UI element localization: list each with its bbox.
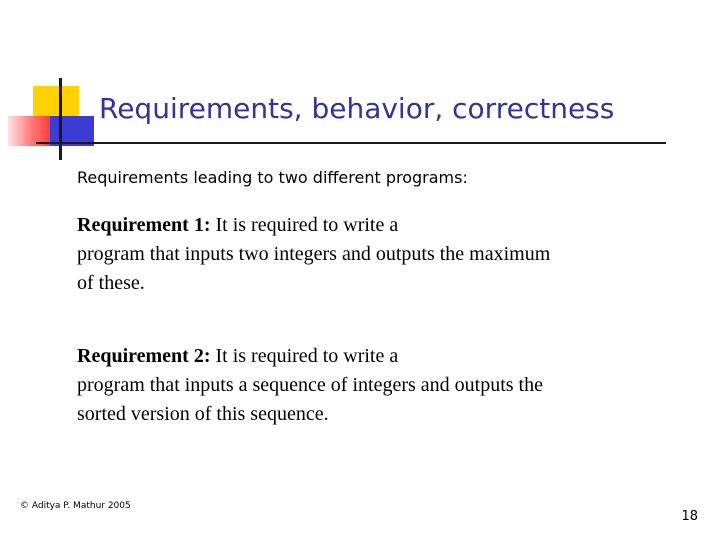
page-number: 18 [681, 509, 698, 524]
requirement-1-text-line-1: It is required to write a [210, 214, 399, 236]
requirement-2-first-line [77, 342, 677, 371]
copyright-footer: © Aditya P. Mathur 2005 [20, 501, 131, 511]
title-logo-decoration [0, 0, 100, 170]
requirement-1-text-line-3: of these. [77, 272, 145, 294]
requirement-1-block [77, 211, 677, 298]
requirement-2-text-line-2: program that inputs a sequence of integers and outputs the [77, 374, 543, 396]
slide-title: Requirements, behavior, correctness [99, 92, 615, 125]
slide-subtitle: Requirements leading to two different programs: [77, 168, 468, 187]
requirement-2-block [77, 342, 677, 429]
requirement-1-label: Requirement 1: [77, 214, 211, 236]
requirement-1-first-line [77, 211, 677, 240]
requirement-1-text-line-2: program that inputs two integers and outputs the maximum [77, 243, 551, 265]
title-underline-divider [36, 142, 666, 144]
requirement-2-label: Requirement 2: [77, 345, 211, 367]
logo-vertical-line [59, 78, 62, 160]
requirement-2-text-line-1: It is required to write a [210, 345, 399, 367]
requirement-2-text-line-3: sorted version of this sequence. [77, 403, 329, 425]
